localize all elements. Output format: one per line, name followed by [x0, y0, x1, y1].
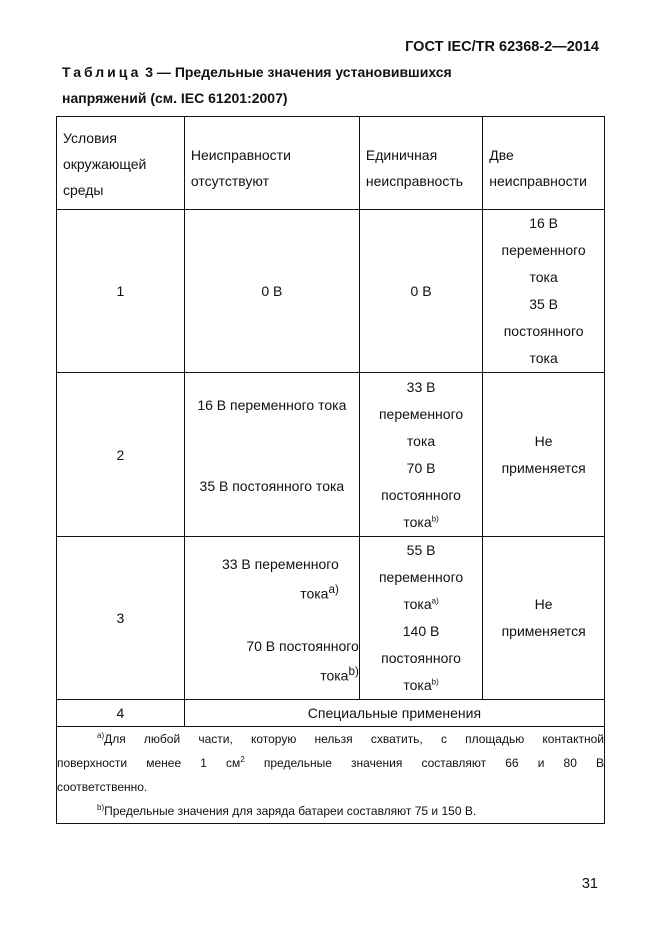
cell-no-fault — [184, 373, 359, 537]
note-a-line3: соответственно. — [57, 780, 148, 794]
cell-line-text: тока — [403, 513, 432, 530]
cell-line: 33 В — [406, 378, 436, 395]
footnote-mark: a) — [328, 583, 339, 596]
cell-line: 70 В постоянного — [246, 638, 359, 654]
cell-condition: 2 — [57, 373, 185, 537]
note-text: поверхности менее 1 см — [57, 756, 241, 770]
table-caption-label: Таблица — [62, 64, 142, 80]
cell-line: тока — [406, 432, 436, 449]
cell-line: постоянного — [503, 323, 584, 339]
note-a-line2 — [57, 751, 604, 775]
footnote-mark: a) — [431, 596, 439, 606]
cell-line-text: тока — [320, 667, 349, 684]
table-row — [57, 373, 605, 537]
cell-line: тока — [529, 350, 558, 366]
cell-line-text: тока — [403, 677, 432, 693]
cell-line: 16 В — [529, 215, 559, 231]
cell-special-applications: Специальные применения — [184, 700, 604, 727]
table-notes — [57, 727, 605, 824]
header-text: Условия — [63, 129, 117, 146]
cell-line: тока — [529, 269, 558, 285]
cell-line-text: тока — [300, 585, 329, 602]
cell-line — [209, 577, 339, 607]
cell-single-fault: 0 В — [359, 210, 482, 373]
header-conditions — [57, 117, 185, 210]
header-text: Неисправности — [190, 147, 291, 163]
note-a-line1 — [57, 727, 604, 751]
table-row — [57, 700, 605, 727]
cell-block — [209, 551, 339, 607]
cell-line: постоянного — [381, 650, 461, 666]
header-text: неисправности — [489, 173, 587, 189]
cell-line: 16 В переменного тока — [197, 397, 347, 413]
cell-line-text: тока — [403, 596, 432, 612]
cell-single-fault — [359, 537, 482, 700]
cell-line: 35 В — [529, 296, 559, 312]
header-no-fault — [184, 117, 359, 210]
header-text: неисправность — [365, 173, 464, 189]
cell-no-fault — [184, 537, 359, 700]
cell-line: 33 В переменного — [221, 556, 339, 572]
cell-line: применяется — [501, 623, 586, 639]
header-text: отсутствуют — [190, 173, 269, 189]
cell-no-fault: 0 В — [184, 210, 359, 373]
table-notes-row — [57, 727, 605, 824]
cell-line: переменного — [378, 569, 464, 585]
footnote-mark: b) — [431, 513, 439, 523]
superscript: 2 — [240, 755, 245, 764]
cell-line: 70 В — [406, 459, 436, 476]
cell-line: применяется — [501, 459, 586, 476]
table-header-row — [57, 117, 605, 210]
cell-condition: 3 — [57, 537, 185, 700]
note-text: предельные значения составляют 66 и 80 В — [244, 756, 605, 770]
cell-line: Не — [534, 432, 553, 449]
cell-line: 35 В постоянного тока — [199, 478, 345, 494]
header-text: окружающей — [63, 155, 147, 172]
footnote-mark: b) — [97, 803, 105, 812]
cell-condition: 4 — [57, 700, 185, 727]
header-text: Единичная — [365, 147, 438, 163]
cell-line: 55 В — [406, 542, 436, 558]
page-number: 31 — [581, 876, 598, 892]
cell-line: переменного — [501, 242, 586, 258]
table-row — [57, 537, 605, 700]
table-caption-title: 3 — Предельные значения установившихся — [145, 64, 452, 80]
table-caption-line2: напряжений (см. IEC 61201:2007) — [62, 90, 288, 106]
cell-double-fault — [483, 373, 605, 537]
cell-line: 140 В — [402, 623, 440, 639]
cell-condition: 1 — [57, 210, 185, 373]
cell-single-fault — [359, 373, 482, 537]
table-caption-line1 — [62, 62, 622, 82]
note-text: Предельные значения для заряда батареи составляют 75 и 150 В. — [104, 804, 477, 818]
cell-line: Не — [534, 596, 553, 612]
footnote-mark: b) — [431, 677, 439, 687]
cell-line — [360, 591, 482, 618]
cell-line — [229, 659, 359, 689]
cell-line: постоянного — [381, 486, 461, 503]
note-b — [57, 799, 604, 823]
cell-line: переменного — [378, 405, 464, 422]
header-text: среды — [63, 181, 104, 198]
cell-block — [229, 633, 359, 689]
cell-line — [360, 672, 482, 699]
cell-line — [360, 509, 482, 536]
footnote-mark: b) — [348, 665, 359, 678]
voltage-limits-table — [56, 116, 605, 824]
table-row — [57, 210, 605, 373]
header-double-fault — [483, 117, 605, 210]
note-text: Для любой части, которую нельзя схватить, с площадью контактной — [104, 732, 604, 746]
header-single-fault — [359, 117, 482, 210]
cell-double-fault — [483, 537, 605, 700]
cell-double-fault — [483, 210, 605, 373]
footnote-mark: a) — [97, 731, 105, 740]
header-text: Две — [489, 147, 514, 163]
standard-header: ГОСТ IEC/TR 62368-2—2014 — [405, 39, 599, 55]
